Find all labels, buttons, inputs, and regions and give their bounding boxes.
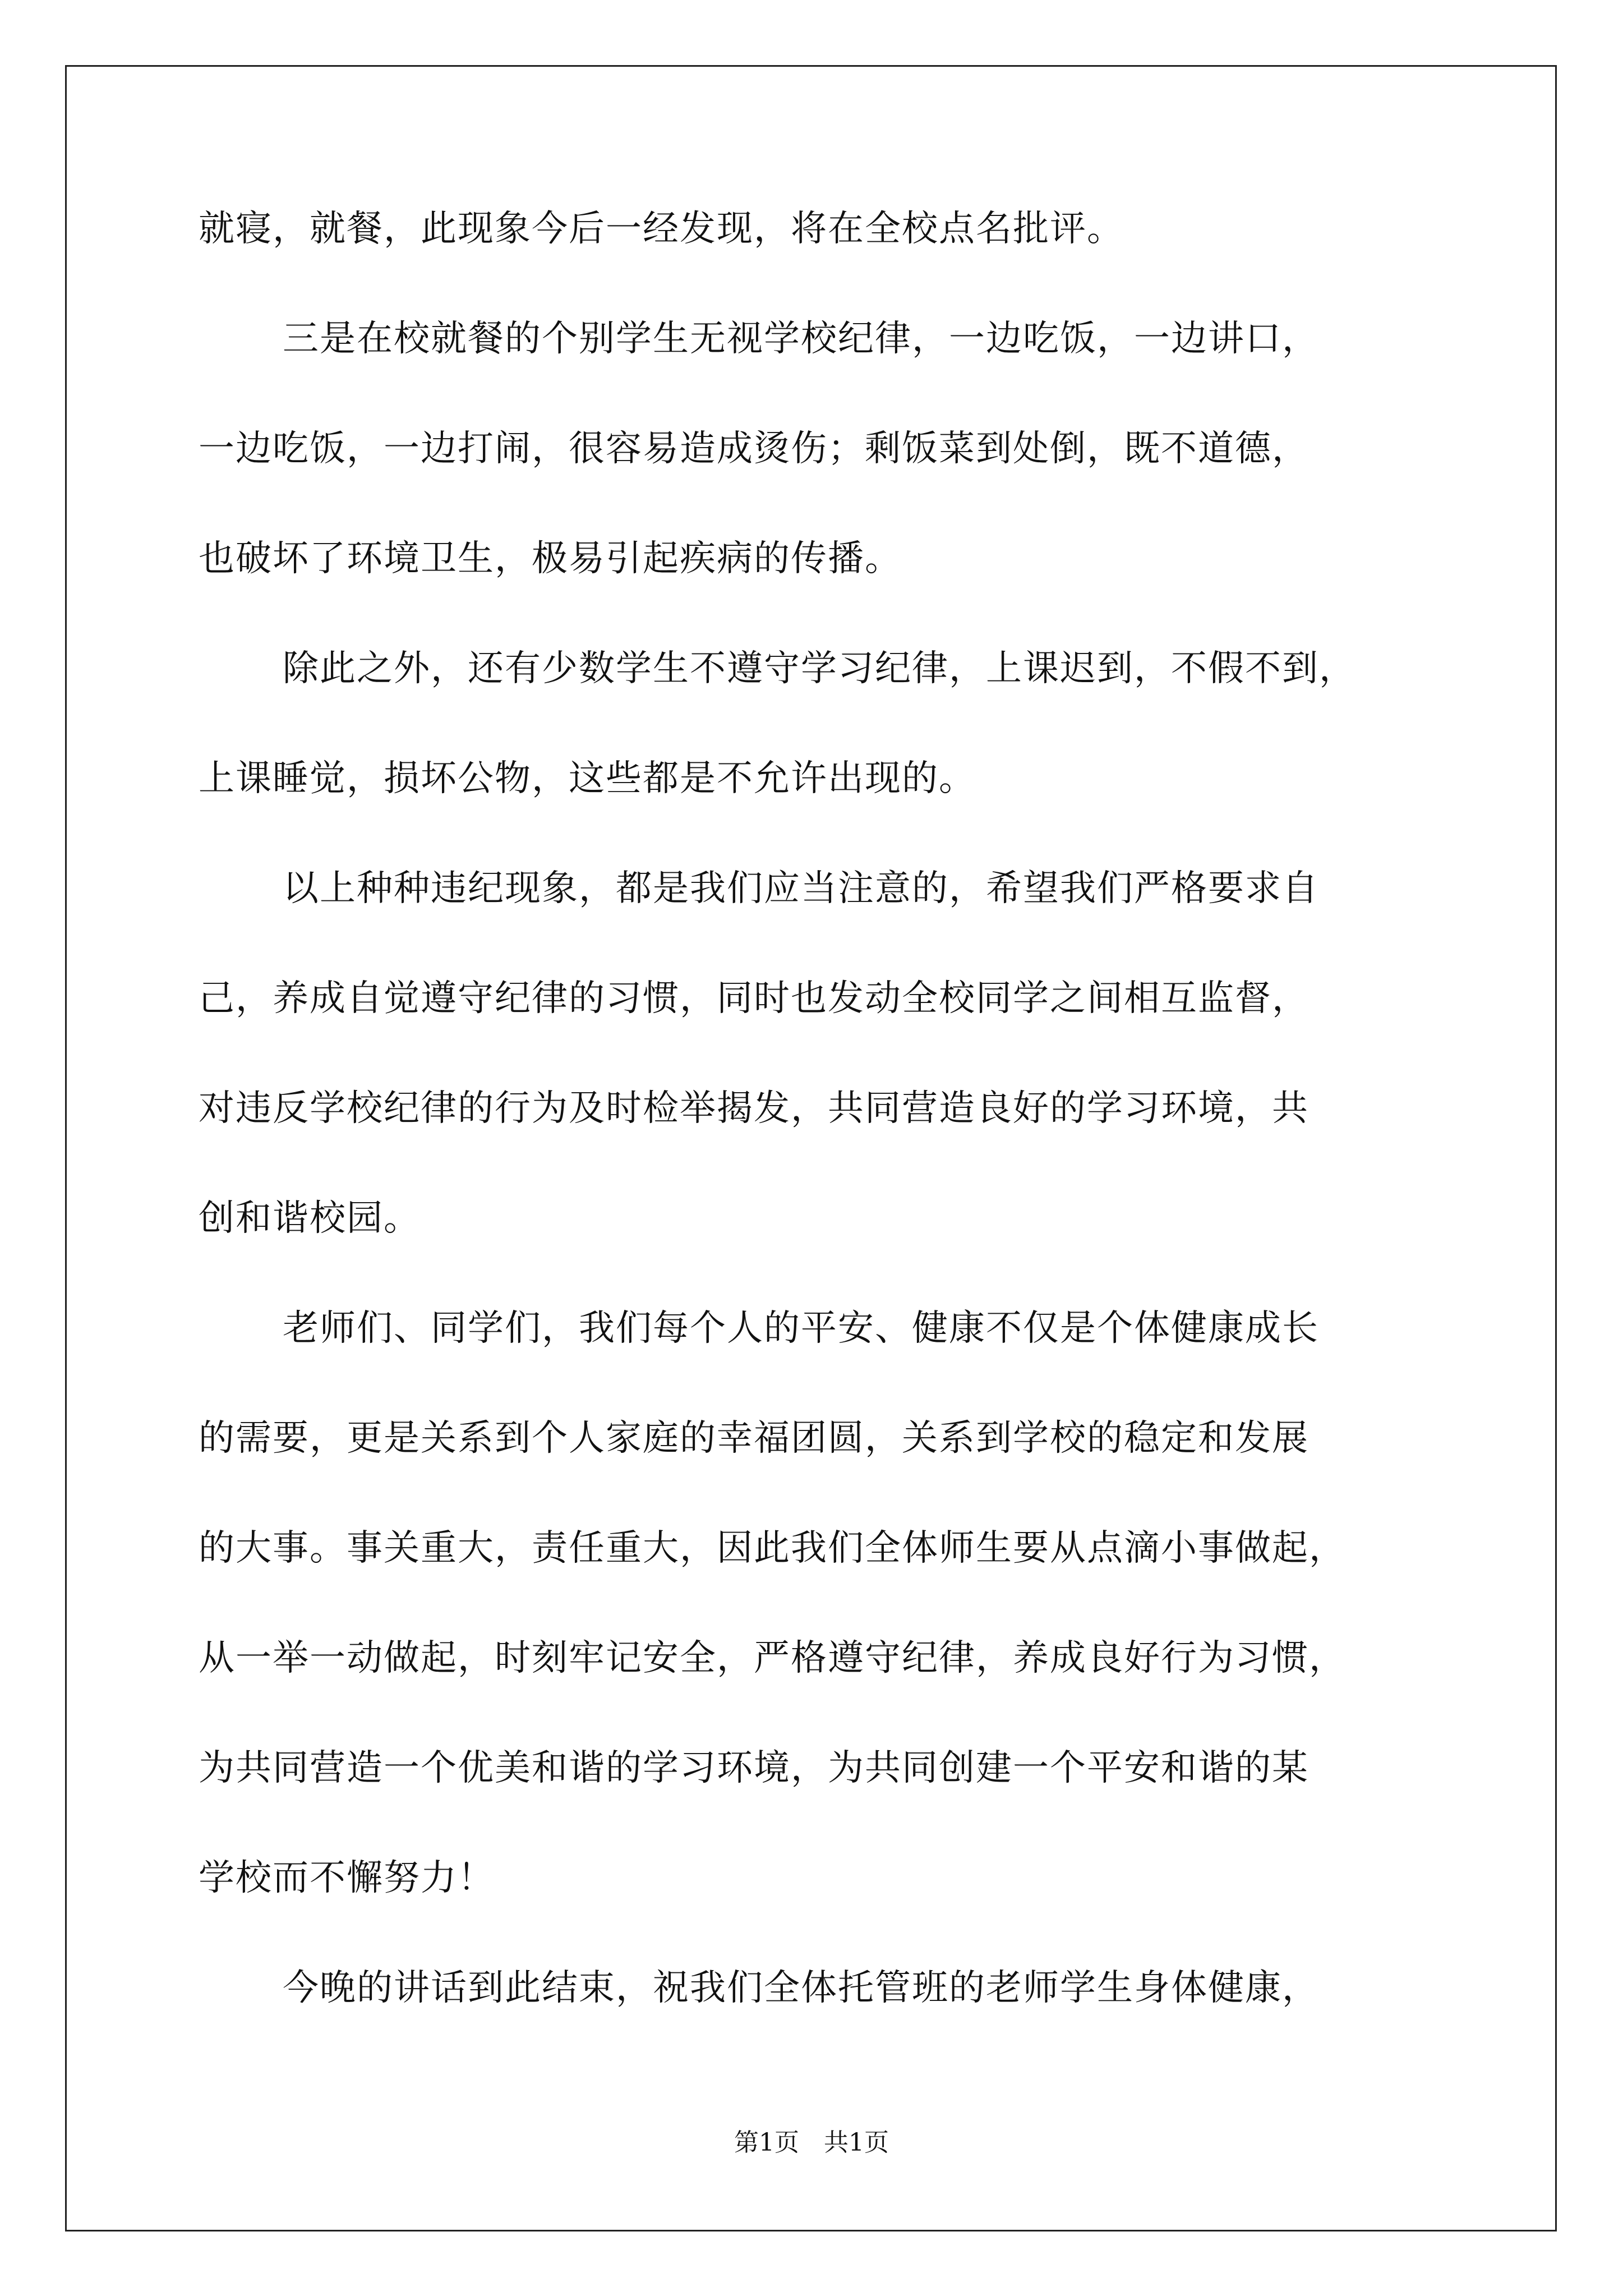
paragraph-start-line: 老师们、同学们，我们每个人的平安、健康不仅是个体健康成长 xyxy=(283,1308,1319,1349)
text-line: 就寝，就餐，此现象今后一经发现，将在全校点名批评。 xyxy=(199,208,1124,250)
text-line: 创和谐校园。 xyxy=(199,1198,421,1239)
text-line: 的大事。事关重大，责任重大，因此我们全体师生要从点滴小事做起， xyxy=(199,1527,1346,1569)
paragraph-start-line: 今晚的讲话到此结束，祝我们全体托管班的老师学生身体健康， xyxy=(283,1967,1319,2009)
paragraph-start-line: 除此之外，还有少数学生不遵守学习纪律，上课迟到，不假不到， xyxy=(283,648,1356,689)
text-line: 己，养成自觉遵守纪律的习惯，同时也发动全校同学之间相互监督， xyxy=(199,978,1309,1019)
page-border xyxy=(65,65,1557,2231)
text-line: 对违反学校纪律的行为及时检举揭发，共同营造良好的学习环境，共 xyxy=(199,1088,1309,1129)
text-line: 一边吃饭，一边打闹，很容易造成烫伤；剩饭菜到处倒，既不道德， xyxy=(199,428,1309,470)
page-number-footer: 第1页 共1页 xyxy=(734,2128,889,2157)
paragraph-start-line: 以上种种违纪现象，都是我们应当注意的，希望我们严格要求自 xyxy=(283,868,1319,909)
text-line: 也破坏了环境卫生，极易引起疾病的传播。 xyxy=(199,538,902,579)
text-line: 从一举一动做起，时刻牢记安全，严格遵守纪律，养成良好行为习惯， xyxy=(199,1637,1346,1679)
text-line: 为共同营造一个优美和谐的学习环境，为共同创建一个平安和谐的某 xyxy=(199,1747,1309,1789)
text-line: 上课睡觉，损坏公物，这些都是不允许出现的。 xyxy=(199,758,976,799)
text-line: 的需要，更是关系到个人家庭的幸福团圆，关系到学校的稳定和发展 xyxy=(199,1418,1309,1459)
paragraph-start-line: 三是在校就餐的个别学生无视学校纪律，一边吃饭，一边讲口， xyxy=(283,318,1319,360)
text-line: 学校而不懈努力！ xyxy=(199,1857,495,1899)
